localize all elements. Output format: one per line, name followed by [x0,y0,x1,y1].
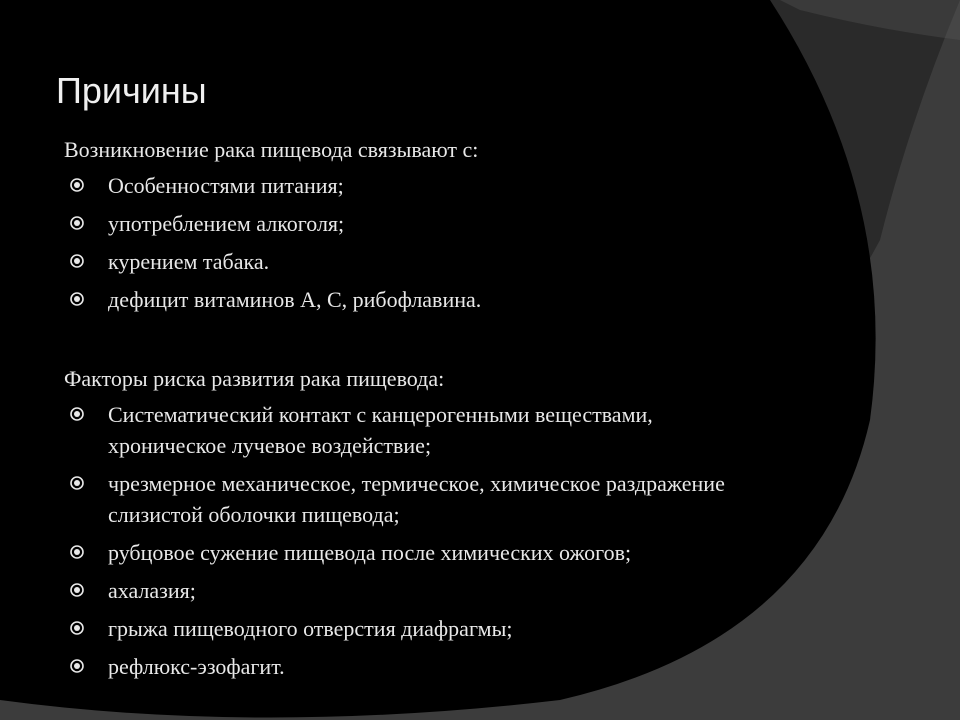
causes-list [64,170,894,315]
circle-bullet-icon [69,658,85,674]
list-item [64,468,894,530]
list-item-text: употреблением алкоголя; [108,211,345,236]
circle-bullet-icon [69,582,85,598]
circle-bullet-icon [69,544,85,560]
circle-bullet-icon [69,475,85,491]
circle-bullet-icon [69,215,85,231]
circle-bullet-icon [69,291,85,307]
section-spacer [64,322,894,364]
list-item-text: Особенностями питания; [108,173,344,198]
list-item [64,399,894,461]
slide-title: Причины [56,70,207,111]
risk-factors-list [64,399,894,682]
list-item-text: рефлюкс-эзофагит. [108,654,285,679]
list-item-text: грыжа пищеводного отверстия диафрагмы; [108,616,513,641]
list-item [64,575,894,606]
list-item-text: ахалазия; [108,578,196,603]
list-item [64,208,894,239]
list-item [64,284,894,315]
section-intro-risk-factors: Факторы риска развития рака пищевода: [64,366,445,391]
circle-bullet-icon [69,406,85,422]
section-intro-causes: Возникновение рака пищевода связывают с: [64,137,479,162]
circle-bullet-icon [69,620,85,636]
list-item-text: курением табака. [108,249,270,274]
list-item-text-line: хроническое лучевое воздействие; [108,433,432,458]
circle-bullet-icon [69,253,85,269]
list-item [64,246,894,277]
list-item [64,613,894,644]
circle-bullet-icon [69,177,85,193]
list-item [64,537,894,568]
list-item [64,170,894,201]
list-item-text-line: чрезмерное механическое, термическое, химическое раздражение [108,471,725,496]
slide-content [64,135,894,689]
list-item-text: дефицит витаминов А, С, рибофлавина. [108,287,482,312]
list-item [64,651,894,682]
list-item-text-line: Систематический контакт с канцерогенными веществами, [108,402,653,427]
list-item-text-line: слизистой оболочки пищевода; [108,502,400,527]
list-item-text: рубцовое сужение пищевода после химических ожогов; [108,540,632,565]
